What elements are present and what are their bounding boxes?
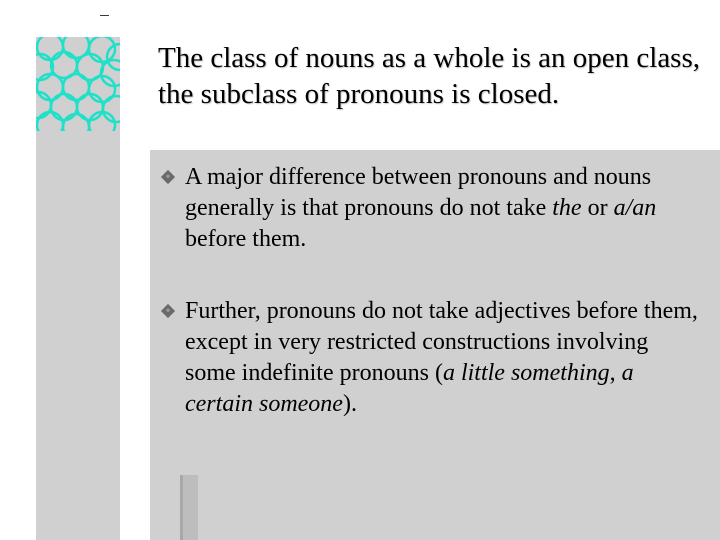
bullet-segment-italic: a certain someone	[185, 360, 634, 417]
diamond-bullet-icon	[161, 170, 175, 184]
bullet-item	[160, 296, 700, 420]
bullet-text	[185, 164, 656, 252]
rings-graphic	[36, 37, 120, 131]
ring-shape	[89, 37, 115, 62]
diamond-bullet-icon	[161, 304, 175, 318]
ring-shape	[63, 114, 89, 131]
bullet-segment: or	[581, 195, 614, 221]
slide-title: The class of nouns as a whole is an open class, the subclass of pronouns is closed.	[158, 42, 701, 110]
ring-shape	[101, 60, 120, 86]
bullet-text	[185, 298, 698, 417]
logo-rings-icon	[36, 37, 120, 131]
bullet-segment-italic: a little something	[442, 360, 610, 386]
ring-shape	[103, 96, 120, 122]
bullet-segment: ).	[342, 391, 357, 417]
bullet-segment: ,	[609, 360, 622, 386]
bullet-segment: Further, pronouns do not take adjectives before them, except in very restricted constructions involving some indefinite pronouns (	[185, 298, 698, 386]
ring-shape	[37, 112, 63, 131]
panel-stripe	[180, 475, 198, 540]
bullet-list	[160, 162, 700, 420]
bullet-segment-italic: the	[552, 195, 582, 221]
top-tick-mark	[100, 15, 109, 16]
bullet-item	[160, 162, 700, 255]
bullet-segment-italic: a/an	[613, 195, 657, 221]
ring-shape	[37, 37, 63, 60]
left-decorative-bar	[36, 131, 120, 540]
ring-shape	[51, 94, 77, 120]
bullet-segment: A major difference between pronouns and nouns generally is that pronouns do not take	[185, 164, 652, 221]
bullet-segment: before them.	[185, 226, 307, 252]
